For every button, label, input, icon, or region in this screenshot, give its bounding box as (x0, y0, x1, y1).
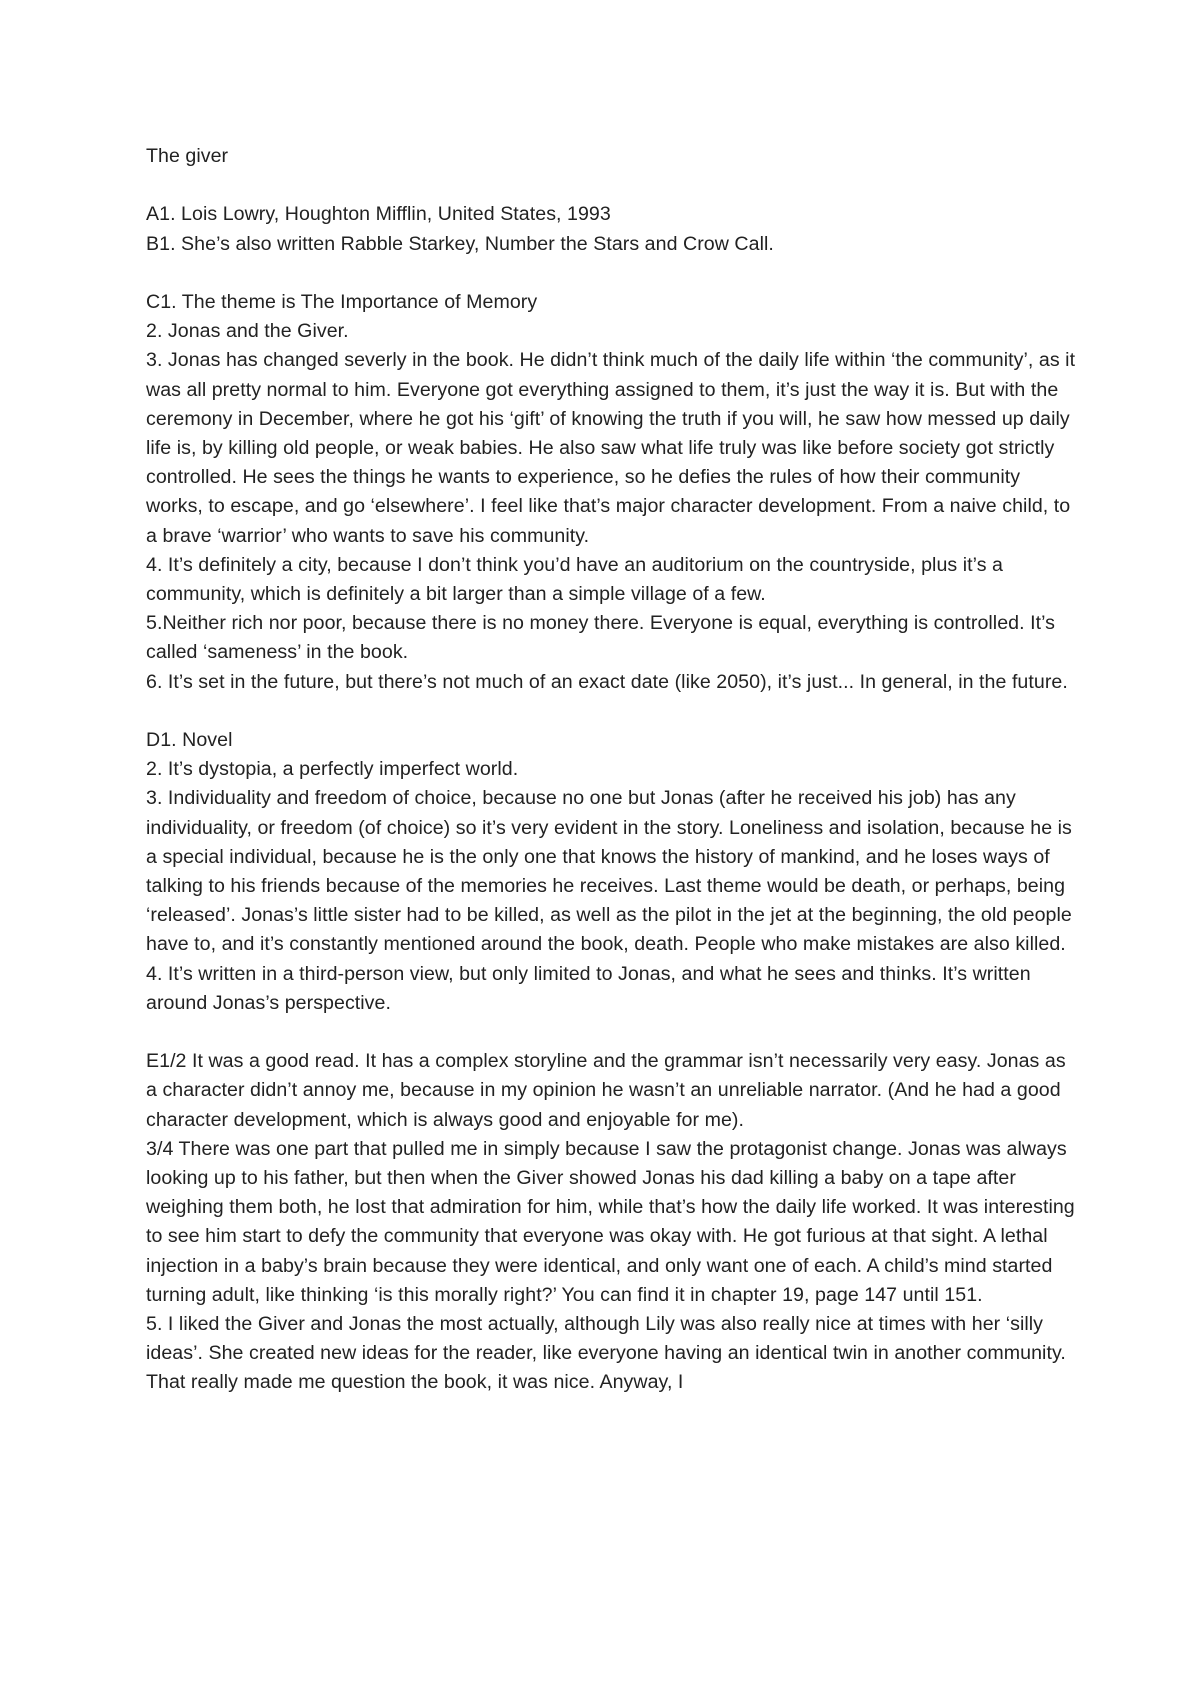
paragraph-gap (146, 1018, 1076, 1047)
answer-e3-4: 3/4 There was one part that pulled me in simply because I saw the protagonist change. Jonas was always looking up to his father, but then when the Giver showed Jonas his dad killing a baby on a tape after weighing them both, he lost that admiration for him, while that’s how the daily life worked. It was interesting to see him start to defy the community that everyone was okay with. He got furious at that sight. A lethal injection in a baby’s brain because they were identical, and only want one of each. A child’s mind started turning adult, like thinking ‘is this morally right?’ You can find it in chapter 19, page 147 until 151. (146, 1137, 1075, 1306)
answer-d2: 2. It’s dystopia, a perfectly imperfect world. (146, 758, 519, 781)
answer-c5: 5.Neither rich nor poor, because there is no money there. Everyone is equal, everything is controlled. It’s called ‘sameness’ in the book. (146, 612, 1055, 664)
answer-d4: 4. It’s written in a third-person view, but only limited to Jonas, and what he sees and thinks. It’s written around Jonas’s perspective. (146, 962, 1031, 1014)
answer-b1: B1. She’s also written Rabble Starkey, Number the Stars and Crow Call. (146, 232, 774, 255)
paragraph-gap (146, 171, 1076, 200)
answer-a1: A1. Lois Lowry, Houghton Mifflin, United States, 1993 (146, 203, 611, 226)
paragraph-gap (146, 697, 1076, 726)
answer-c1: C1. The theme is The Importance of Memory (146, 290, 538, 313)
answer-c3: 3. Jonas has changed severly in the book. He didn’t think much of the daily life within ‘the community’, as it was all pretty normal to him. Everyone got everything assigned to them, it’s just the way it is. But with the ceremony in December, where he got his ‘gift’ of knowing the truth if you will, he saw how messed up daily life is, by killing old people, or weak babies. He also saw what life truly was like before society got strictly controlled. He sees the things he wants to experience, so he defies the rules of how their community works, to escape, and go ‘elsewhere’. I feel like that’s major character development. From a naive child, to a brave ‘warrior’ who wants to save his community. (146, 349, 1076, 547)
answer-e5: 5. I liked the Giver and Jonas the most actually, although Lily was also really nice at times with her ‘silly ideas’. She created new ideas for the reader, like everyone having an identical twin in another community. That really made me question the book, it was nice. Anyway, I (146, 1313, 1066, 1394)
answer-e1-2: E1/2 It was a good read. It has a complex storyline and the grammar isn’t necessarily very easy. Jonas as a character didn’t annoy me, because in my opinion he wasn’t an unreliable narrator. (And he had a good character development, which is always good and enjoyable for me). (146, 1050, 1066, 1131)
answer-c4: 4. It’s definitely a city, because I don’t think you’d have an auditorium on the countryside, plus it’s a community, which is definitely a bit larger than a simple village of a few. (146, 553, 1003, 606)
paragraph-gap (146, 259, 1076, 288)
document-page (146, 142, 1076, 1398)
document-title: The giver (146, 145, 229, 167)
answer-c2: 2. Jonas and the Giver. (146, 320, 349, 343)
answer-c6: 6. It’s set in the future, but there’s not much of an exact date (like 2050), it’s just... In general, in the future. (146, 670, 1068, 693)
answer-d1: D1. Novel (146, 729, 233, 752)
answer-d3: 3. Individuality and freedom of choice, because no one but Jonas (after he received his job) has any individuality, or freedom (of choice) so it’s very evident in the story. Loneliness and isolation, because he is a special individual, because he is the only one that knows the history of mankind, and he loses ways of talking to his friends because of the memories he receives. Last theme would be death, or perhaps, being ‘released’. Jonas’s little sister had to be killed, as well as the pilot in the jet at the beginning, the old people have to, and it’s constantly mentioned around the book, death. People who make mistakes are also killed. (146, 787, 1072, 956)
